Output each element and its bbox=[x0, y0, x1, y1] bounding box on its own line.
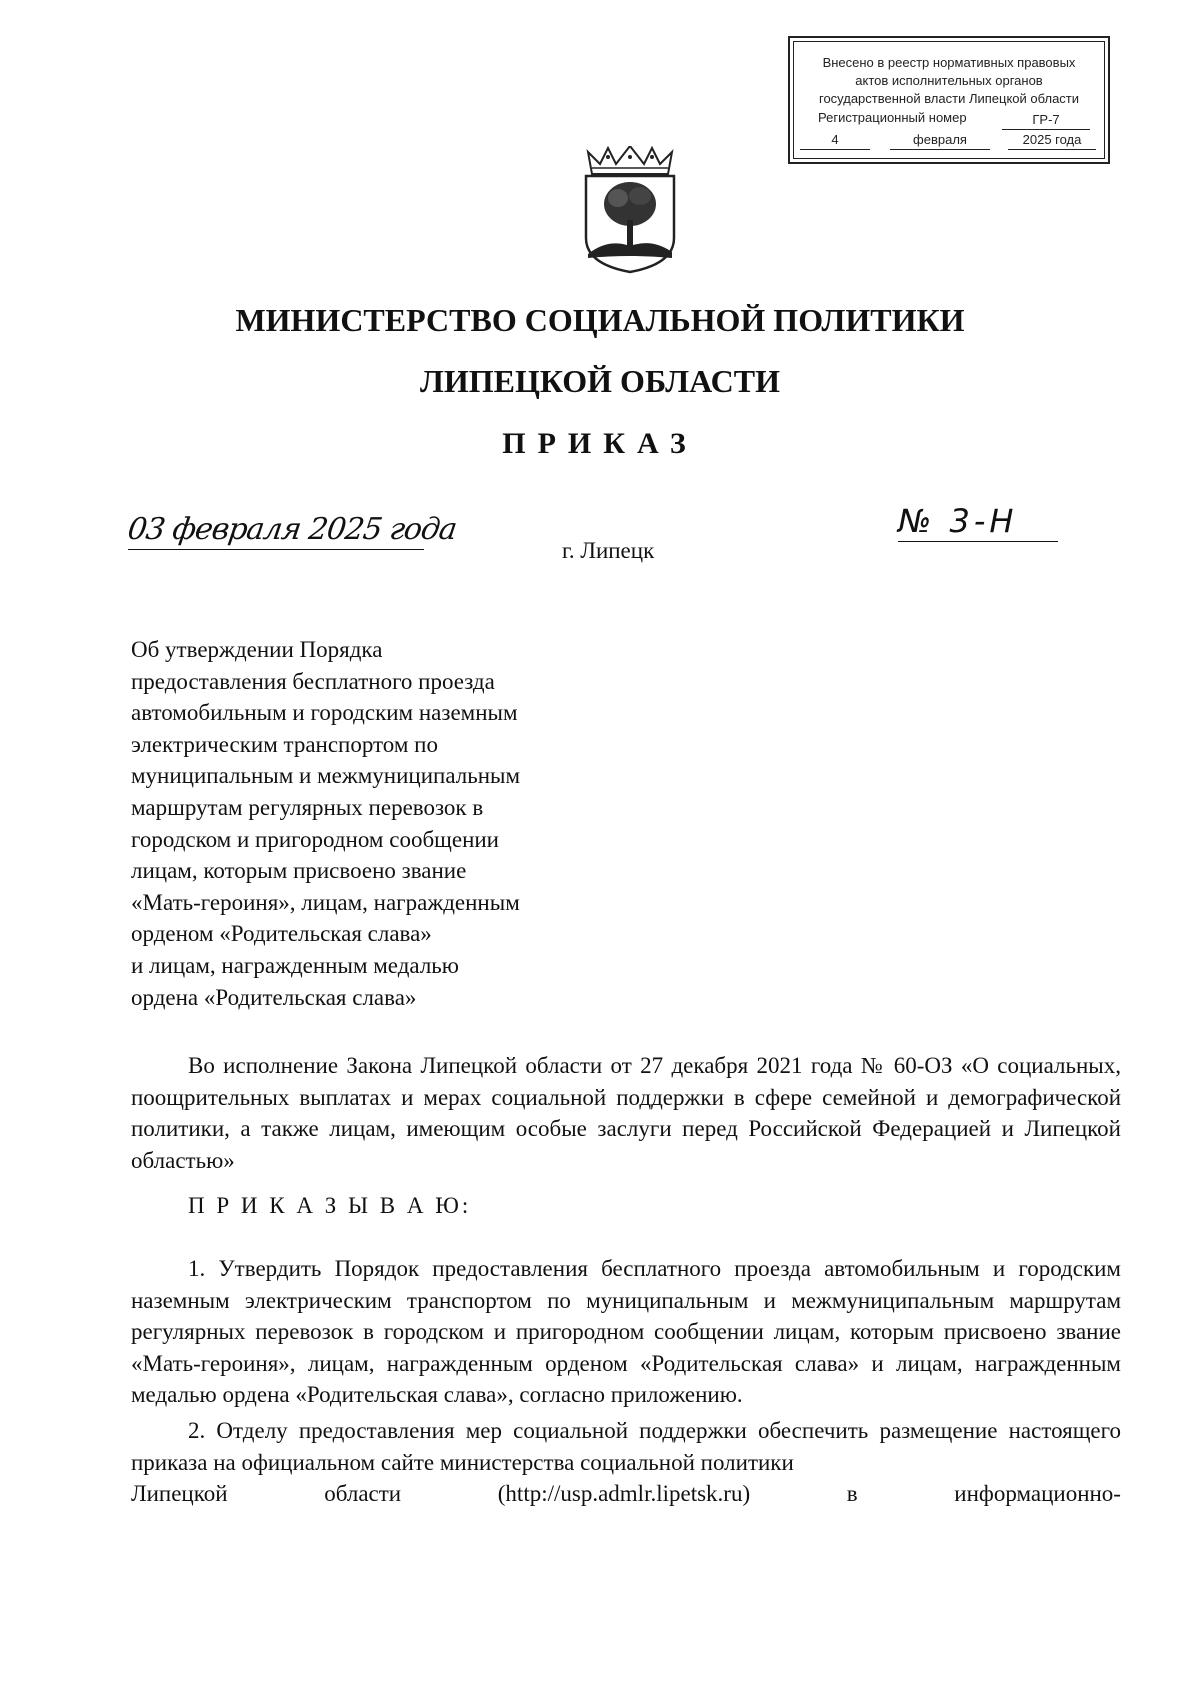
stamp-line-1: Внесено в реестр нормативных правовых bbox=[822, 55, 1076, 70]
stamp-year: 2025 года bbox=[1008, 131, 1096, 150]
stamp-line-2: актов исполнительных органов bbox=[855, 73, 1043, 88]
handwritten-date: 03 февраля 2025 года bbox=[125, 512, 459, 547]
handwritten-order-number: № 3-Н bbox=[898, 502, 1018, 540]
stamp-day: 4 bbox=[800, 131, 870, 150]
subject-line: Об утверждении Порядка bbox=[131, 637, 383, 662]
ministry-title-line-1: МИНИСТЕРСТВО СОЦИАЛЬНОЙ ПОЛИТИКИ bbox=[235, 302, 965, 338]
stamp-registration-number: ГР-7 bbox=[1002, 111, 1090, 130]
last-line-word: информационно- bbox=[954, 1481, 1121, 1506]
order-item-2-last-line bbox=[131, 1478, 1121, 1510]
subject-line: предоставления бесплатного проезда bbox=[131, 668, 495, 694]
registry-stamp bbox=[788, 36, 1110, 164]
subject-line: и лицам, награжденным медалью bbox=[131, 952, 459, 978]
stamp-line-3: государственной власти Липецкой области bbox=[818, 91, 1080, 106]
subject-line: электрическим транспортом по bbox=[131, 731, 438, 757]
stamp-month: февраля bbox=[890, 131, 990, 150]
order-item-1: 1. Утвердить Порядок предоставления бесплатного проезда автомобильным и городским наземным электрическим транспортом по муниципальным и межмуниципальным маршрутам регулярных перевозок в городском и пригородном сообщении лицам, которым присвоено звание «Мать-героиня», лицам, награжденным орденом «Родительская слава» и лицам, награжденным медалью ордена «Родительская слава», согласно приложению. bbox=[131, 1256, 1121, 1408]
subject-line: муниципальным и межмуниципальным bbox=[131, 763, 521, 789]
stamp-registration-row bbox=[790, 109, 1108, 129]
subject-line: городском и пригородном сообщении bbox=[131, 826, 499, 852]
subject-line: «Мать-героиня», лицам, награжденным bbox=[131, 889, 520, 915]
preamble-paragraph: Во исполнение Закона Липецкой области от 27 декабря 2021 года № 60-ОЗ «О социальных, поощрительных выплатах и мерах социальной поддержки в сфере семейной и демографической политики, а также лицам, имеющим особые заслуги перед Российской Федерацией и Липецкой областью» bbox=[131, 1053, 1121, 1173]
lipetsk-coat-of-arms-icon bbox=[578, 146, 682, 274]
stamp-registration-label: Регистрационный номер bbox=[818, 110, 967, 125]
number-underline bbox=[898, 541, 1058, 542]
subject-line: ордена «Родительская слава» bbox=[131, 984, 417, 1010]
subject-line: маршрутам регулярных перевозок в bbox=[131, 794, 484, 820]
last-line-word: в bbox=[846, 1481, 858, 1506]
last-line-word: (http://usp.admlr.lipetsk.ru) bbox=[497, 1481, 751, 1506]
subject-line: автомобильным и городским наземным bbox=[131, 700, 518, 726]
subject-line: орденом «Родительская слава» bbox=[131, 921, 432, 947]
subject-line: лицам, которым присвоено звание bbox=[131, 858, 467, 884]
date-underline bbox=[128, 549, 424, 550]
order-item-2: 2. Отделу предоставления мер социальной поддержки обеспечить размещение настоящего приказа на официальном сайте министерства социальной политики bbox=[131, 1418, 1121, 1475]
last-line-word: Липецкой bbox=[131, 1481, 228, 1506]
order-word: П Р И К А З Ы В А Ю: bbox=[188, 1193, 472, 1218]
stamp-date-row bbox=[790, 131, 1108, 151]
document-type-title: ПРИКАЗ bbox=[502, 427, 698, 460]
last-line-word: области bbox=[324, 1481, 402, 1506]
ministry-title-line-2: ЛИПЕЦКОЙ ОБЛАСТИ bbox=[420, 363, 780, 399]
city-label: г. Липецк bbox=[562, 538, 655, 563]
order-subject bbox=[131, 634, 611, 1013]
